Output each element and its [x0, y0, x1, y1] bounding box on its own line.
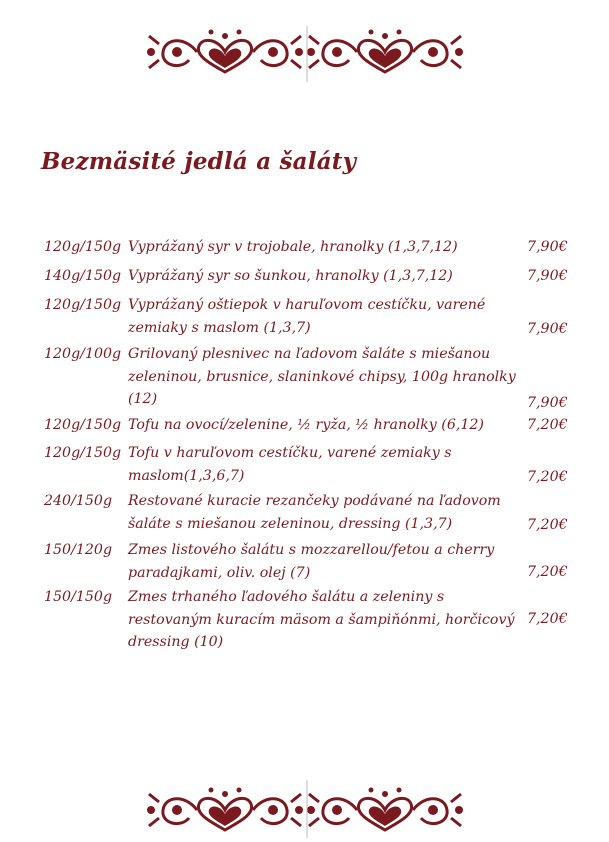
item-weight: 120g/150g [44, 417, 122, 433]
item-weight: 140g/150g [44, 268, 122, 284]
item-description: Vyprážaný oštiepok v haruľovom cestíčku, varené zemiaky s maslom (1,3,7) [128, 297, 486, 336]
item-description: Grilovaný plesnivec na ľadovom šaláte s miešanou zeleninou, brusnice, slaninkové chipsy, 100g hranolky (12) [128, 346, 516, 407]
item-description: Tofu v haruľovom cestíčku, varené zemiaky s maslom(1,3,6,7) [128, 445, 452, 484]
item-weight: 120g/150g [44, 297, 122, 313]
item-weight: 240/150g [44, 493, 113, 509]
item-description: Zmes trhaného ľadového šalátu a zeleniny s restovaným kuracím mäsom a šampiňónmi, horčicový dressing (10) [128, 589, 515, 650]
item-price: 7,90€ [527, 321, 568, 337]
item-weight: 150/150g [44, 589, 113, 605]
item-price: 7,20€ [527, 564, 568, 580]
item-weight: 120g/150g [44, 445, 122, 461]
item-price: 7,20€ [527, 611, 568, 627]
item-description: Vyprážaný syr v trojobale, hranolky (1,3,7,12) [128, 239, 458, 255]
item-weight: 120g/100g [44, 346, 122, 362]
item-description: Restované kuracie rezančeky podávané na ľadovom šaláte s miešanou zeleninou, dressing (1,3,7) [128, 493, 501, 532]
item-price: 7,20€ [527, 417, 568, 433]
item-price: 7,90€ [527, 239, 568, 255]
item-price: 7,90€ [527, 395, 568, 411]
item-price: 7,20€ [527, 469, 568, 485]
item-description: Vyprážaný syr so šunkou, hranolky (1,3,7,12) [128, 268, 453, 284]
section-title: Bezmäsité jedlá a šaláty [41, 148, 357, 175]
item-description: Tofu na ovocí/zelenine, ½ ryža, ½ hranolky (6,12) [128, 417, 484, 433]
item-price: 7,20€ [527, 517, 568, 533]
bottom-ornament-icon [0, 780, 609, 840]
item-weight: 120g/150g [44, 239, 122, 255]
item-weight: 150/120g [44, 542, 113, 558]
item-description: Zmes listového šalátu s mozzarellou/fetou a cherry paradajkami, oliv. olej (7) [128, 542, 495, 581]
item-price: 7,90€ [527, 268, 568, 284]
